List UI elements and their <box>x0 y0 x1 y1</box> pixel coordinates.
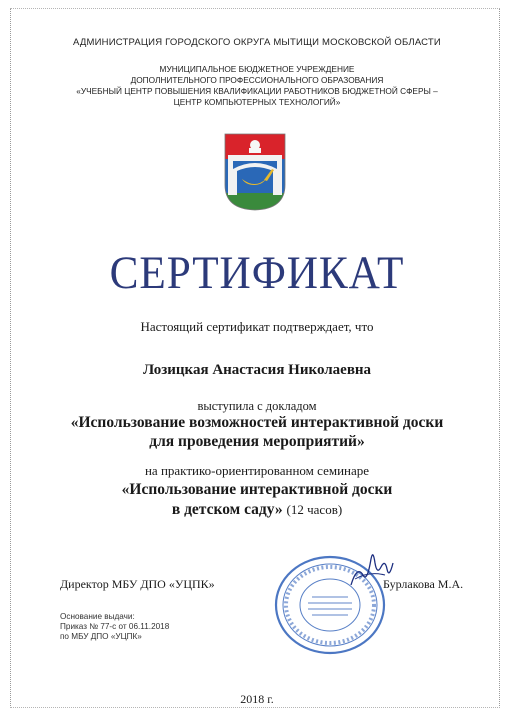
certificate-border <box>10 8 500 708</box>
director-title: Директор МБУ ДПО «УЦПК» <box>60 577 215 591</box>
administration-header: АДМИНИСТРАЦИЯ ГОРОДСКОГО ОКРУГА МЫТИЩИ МОСКОВСКОЙ ОБЛАСТИ <box>73 37 441 48</box>
report-title <box>0 413 514 451</box>
coat-of-arms-icon <box>224 133 286 211</box>
seminar-title-line-2-text: в детском саду» <box>171 501 283 518</box>
org-line-4: ЦЕНТР КОМПЬЮТЕРНЫХ ТЕХНОЛОГИЙ» <box>173 97 341 107</box>
seminar-intro: на практико-ориентированном семинаре <box>144 463 370 478</box>
report-title-line-2: для проведения мероприятий» <box>149 433 365 450</box>
org-line-2: ДОПОЛНИТЕЛЬНОГО ПРОФЕССИОНАЛЬНОГО ОБРАЗОВАНИЯ <box>130 75 384 85</box>
issue-year: 2018 г. <box>240 692 274 706</box>
seminar-hours: (12 часов) <box>286 502 343 517</box>
recipient-name: Лозицкая Анастасия Николаевна <box>142 362 372 378</box>
seminar-title <box>0 480 514 520</box>
confirmation-text: Настоящий сертификат подтверждает, что <box>140 319 374 334</box>
issuance-basis <box>60 612 169 642</box>
org-line-3: «УЧЕБНЫЙ ЦЕНТР ПОВЫШЕНИЯ КВАЛИФИКАЦИИ РАБОТНИКОВ БЮДЖЕТНОЙ СФЕРЫ – <box>76 86 438 96</box>
basis-line-1: Основание выдачи: <box>60 612 135 621</box>
director-name: Бурлакова М.А. <box>383 577 464 591</box>
seminar-title-line-2 <box>0 500 514 520</box>
action-text: выступила с докладом <box>197 399 317 413</box>
report-title-line-1: «Использование возможностей интерактивной доски <box>70 414 444 431</box>
basis-line-3: по МБУ ДПО «УЦПК» <box>60 632 142 641</box>
basis-line-2: Приказ № 77-с от 06.11.2018 <box>60 622 170 631</box>
organization-name <box>0 64 514 108</box>
seminar-title-line-1: «Использование интерактивной доски <box>121 481 393 498</box>
certificate-title: СЕРТИФИКАТ <box>109 247 405 299</box>
org-line-1: МУНИЦИПАЛЬНОЕ БЮДЖЕТНОЕ УЧРЕЖДЕНИЕ <box>159 64 355 74</box>
